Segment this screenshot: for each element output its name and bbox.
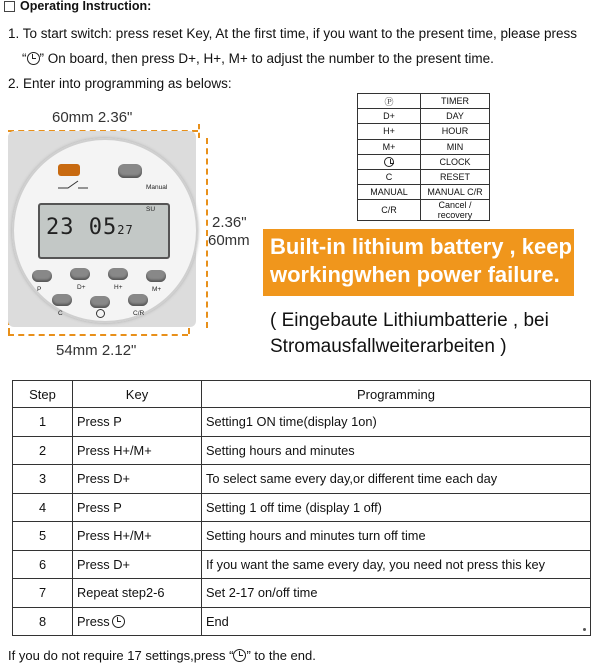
footer-note [8, 648, 316, 663]
programming-cell [202, 607, 591, 636]
programming-cell [202, 436, 591, 465]
key-cell-text: Press P [77, 414, 122, 430]
programming-cell-text: If you want the same every day, you need not press this key [206, 556, 546, 572]
key-cell: MANUAL [358, 185, 421, 200]
function-cell: DAY [421, 109, 490, 124]
key-table-row [358, 169, 490, 184]
table-row [13, 550, 591, 579]
step-cell-text: 5 [38, 528, 47, 544]
key-table-row [358, 94, 490, 109]
base-dimension-line [8, 334, 188, 336]
key-cell: C/R [358, 200, 421, 221]
height-dimension-label-top: 2.36" [212, 214, 247, 231]
step-cell [13, 465, 73, 494]
programming-steps-table [12, 380, 591, 636]
lcd-time [46, 215, 134, 240]
step-cell [13, 579, 73, 608]
programming-cell-text: Setting1 ON time(display 1on) [206, 414, 377, 430]
key-table-row [358, 109, 490, 124]
step-cell [13, 550, 73, 579]
key-cell [73, 436, 202, 465]
programming-cell-text: Setting hours and minutes [206, 442, 355, 458]
programming-cell-text: Setting 1 off time (display 1 off) [206, 499, 382, 515]
key-cell-text: Press D+ [77, 471, 130, 487]
key-cell-text: Press H+/M+ [77, 528, 152, 544]
programming-cell [202, 408, 591, 437]
base-dimension-label: 54mm 2.12" [56, 342, 137, 359]
step-cell-text: 3 [38, 471, 47, 487]
step-cell [13, 493, 73, 522]
function-cell: Cancel / recovery [421, 200, 490, 221]
key-table-row [358, 139, 490, 154]
programming-cell [202, 579, 591, 608]
lcd-day-flag: SU [146, 206, 156, 213]
instruction-1-number: 1. [8, 26, 20, 41]
p-button[interactable] [32, 270, 52, 282]
step-cell-text: 4 [38, 499, 47, 515]
key-cell: M+ [358, 139, 421, 154]
footer-text-before: If you do not require 17 settings,press “ [8, 648, 234, 663]
clock-icon [233, 649, 246, 662]
step-cell-text: 7 [38, 585, 47, 601]
key-cell-text: Repeat step2-6 [77, 585, 165, 601]
width-dim-tick [198, 124, 200, 138]
programming-cell-text: Setting hours and minutes turn off time [206, 528, 426, 544]
open-quote: “ [22, 51, 27, 66]
function-cell: CLOCK [421, 154, 490, 169]
clock-button-icon [96, 309, 105, 318]
function-cell: MANUAL C/R [421, 185, 490, 200]
step-cell [13, 436, 73, 465]
d-plus-button[interactable] [70, 268, 90, 280]
battery-banner-text [270, 233, 572, 289]
key-table-row [358, 154, 490, 169]
column-header-step: Step [13, 381, 73, 408]
lcd-seconds: 27 [117, 223, 134, 237]
h-plus-button-label: H+ [114, 284, 123, 291]
step-cell [13, 522, 73, 551]
cr-button[interactable] [128, 294, 148, 306]
instruction-1 [8, 26, 577, 41]
key-cell-text: Press [77, 613, 110, 629]
programming-cell-text: To select same every day,or different time each day [206, 471, 498, 487]
p-button-label: P [37, 286, 42, 293]
step-cell-text: 6 [38, 556, 47, 572]
step-cell [13, 607, 73, 636]
indicator-led [58, 164, 80, 176]
column-header-key: Key [73, 381, 202, 408]
height-dimension-label-bottom: 60mm [208, 232, 250, 249]
page-title: Operating Instruction: [20, 0, 152, 13]
programming-cell [202, 465, 591, 494]
clock-button[interactable] [90, 296, 110, 308]
manual-button[interactable] [118, 164, 142, 178]
step-cell-text: 8 [38, 613, 47, 629]
instruction-2 [8, 76, 232, 91]
german-note-line1: ( Eingebaute Lithiumbatterie , bei [270, 310, 549, 331]
footer-text-after: ” to the end. [246, 648, 316, 663]
battery-banner-line1: Built-in lithium battery , keep [270, 234, 572, 259]
function-cell: MIN [421, 139, 490, 154]
key-table-row [358, 200, 490, 221]
key-cell [73, 493, 202, 522]
m-plus-button-label: M+ [152, 286, 162, 293]
table-row [13, 579, 591, 608]
instruction-2-text: Enter into programming as belows: [23, 76, 232, 91]
table-row [13, 408, 591, 437]
table-row [13, 607, 591, 636]
key-cell [73, 607, 202, 636]
key-cell [73, 550, 202, 579]
programming-cell [202, 522, 591, 551]
function-cell: TIMER [421, 94, 490, 109]
instruction-1b-text: ” On board, then press D+, H+, M+ to adjust the number to the present time. [39, 51, 494, 66]
instruction-1-text: To start switch: press reset Key, At the first time, if you want to the present time, please press [22, 26, 578, 41]
d-plus-button-label: D+ [77, 284, 86, 291]
german-note-line2: Stromausfallweiterarbeiten ) [270, 336, 507, 357]
programming-cell [202, 493, 591, 522]
header-checkbox [4, 1, 15, 12]
table-row [13, 522, 591, 551]
function-cell: HOUR [421, 124, 490, 139]
clock-icon [384, 157, 394, 167]
key-cell [73, 465, 202, 494]
step-cell [13, 408, 73, 437]
programming-cell [202, 550, 591, 579]
step-cell-text: 1 [38, 414, 47, 430]
width-dimension-label: 60mm 2.36" [52, 109, 133, 126]
lcd-hours-minutes: 23 05 [46, 215, 118, 240]
clock-icon [112, 615, 125, 628]
key-cell: C [358, 169, 421, 184]
manual-label: Manual [146, 184, 168, 191]
key-cell-text: Press H+/M+ [77, 442, 152, 458]
key-function-table [357, 93, 490, 221]
battery-banner-line2: workingwhen power failure. [270, 262, 560, 287]
key-cell [73, 579, 202, 608]
key-cell: H+ [358, 124, 421, 139]
instruction-1b [22, 51, 494, 66]
key-cell: Ⓟ [358, 94, 421, 109]
clock-icon [27, 52, 40, 65]
german-note [270, 308, 549, 360]
key-cell [73, 408, 202, 437]
c-button[interactable] [52, 294, 72, 306]
key-table-row [358, 124, 490, 139]
stray-dot [583, 628, 586, 631]
key-cell [73, 522, 202, 551]
key-cell-text: Press P [77, 499, 122, 515]
step-cell-text: 2 [38, 442, 47, 458]
programming-cell-text: Set 2-17 on/off time [206, 585, 318, 601]
key-cell-text: Press D+ [77, 556, 130, 572]
key-cell: D+ [358, 109, 421, 124]
c-button-label: C [58, 310, 63, 317]
switch-symbol-icon [58, 180, 88, 190]
programming-cell-text: End [206, 613, 229, 629]
key-table-row [358, 185, 490, 200]
m-plus-button[interactable] [146, 270, 166, 282]
key-cell [358, 154, 421, 169]
table-row [13, 436, 591, 465]
h-plus-button[interactable] [108, 268, 128, 280]
instruction-2-number: 2. [8, 76, 20, 91]
function-cell: RESET [421, 169, 490, 184]
table-header-row [13, 381, 591, 408]
cr-button-label: C/R [133, 310, 145, 317]
column-header-programming: Programming [202, 381, 591, 408]
table-row [13, 465, 591, 494]
table-row [13, 493, 591, 522]
